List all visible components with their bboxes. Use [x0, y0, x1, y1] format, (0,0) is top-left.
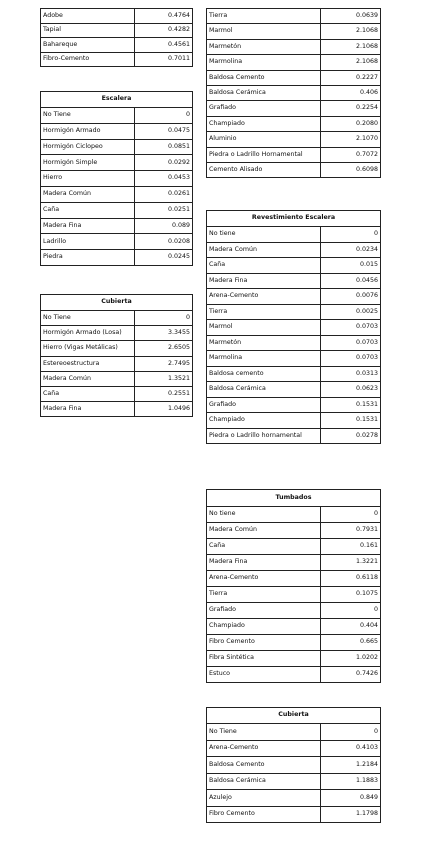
row-label: Tierra: [207, 587, 321, 603]
row-label: Madera Común: [41, 186, 135, 202]
row-value: 0.7426: [321, 667, 381, 683]
row-label: No tiene: [207, 507, 321, 523]
row-value: 0.0475: [135, 123, 193, 139]
table-row: [207, 304, 381, 320]
row-label: Hierro: [41, 171, 135, 187]
table-row: [207, 724, 381, 741]
row-value: 0.0208: [135, 234, 193, 250]
table-row: [207, 523, 381, 539]
row-label: No Tiene: [41, 108, 135, 124]
row-value: 0.6118: [321, 571, 381, 587]
table-row: [207, 24, 381, 39]
row-value: 0.0251: [135, 202, 193, 218]
row-label: Tierra: [207, 9, 321, 24]
row-value: 0.0261: [135, 186, 193, 202]
row-value: 1.1798: [321, 806, 381, 823]
row-value: 1.1883: [321, 773, 381, 790]
row-value: 0.4764: [135, 9, 193, 24]
table-row: [207, 635, 381, 651]
row-label: Ladrillo: [41, 234, 135, 250]
table-row: [207, 790, 381, 807]
row-value: 0.0851: [135, 139, 193, 155]
row-value: 0.2080: [321, 116, 381, 131]
row-value: 0.7931: [321, 523, 381, 539]
row-value: 1.3221: [321, 555, 381, 571]
row-value: 2.7495: [135, 356, 193, 371]
row-label: Hormigón Simple: [41, 155, 135, 171]
row-value: 0.0703: [321, 320, 381, 336]
table-cubierta-revestimiento: [206, 707, 381, 823]
table-row: [207, 539, 381, 555]
table-row: [41, 52, 193, 67]
row-label: Caña: [41, 202, 135, 218]
row-value: 3.3455: [135, 326, 193, 341]
row-label: Fibro-Cemento: [41, 52, 135, 67]
row-value: 0.2227: [321, 70, 381, 85]
row-value: 0.4282: [135, 23, 193, 38]
row-value: 0: [321, 724, 381, 741]
row-label: Bahareque: [41, 38, 135, 53]
row-label: Baldosa cemento: [207, 366, 321, 382]
table-row: [41, 23, 193, 38]
table-row: [41, 155, 193, 171]
row-label: Marmetón: [207, 39, 321, 54]
row-label: Grafiado: [207, 603, 321, 619]
table-row: [41, 311, 193, 326]
table-row: [41, 108, 193, 124]
table-row: [207, 382, 381, 398]
table-title: Revestimiento Escalera: [207, 211, 381, 227]
row-label: Champiado: [207, 619, 321, 635]
table-row: [207, 397, 381, 413]
row-label: Madera Común: [207, 242, 321, 258]
row-label: Baldosa Cemento: [207, 757, 321, 774]
row-label: Champiado: [207, 116, 321, 131]
row-value: 0.0292: [135, 155, 193, 171]
row-label: Madera Común: [207, 523, 321, 539]
row-value: 0: [321, 507, 381, 523]
table-row: [207, 147, 381, 162]
row-label: Fibro Cemento: [207, 635, 321, 651]
row-label: Adobe: [41, 9, 135, 24]
table-row: [41, 171, 193, 187]
row-value: 0.1531: [321, 397, 381, 413]
table-top-right-continued: [206, 8, 381, 178]
table-row: [207, 428, 381, 444]
row-label: Azulejo: [207, 790, 321, 807]
row-value: 0.404: [321, 619, 381, 635]
table-row: [41, 250, 193, 266]
table-row: [207, 85, 381, 100]
table-row: [207, 335, 381, 351]
row-value: 0.406: [321, 85, 381, 100]
row-label: Madera Fina: [207, 273, 321, 289]
row-value: 0.0245: [135, 250, 193, 266]
row-value: 0.015: [321, 258, 381, 274]
row-label: Fibro Cemento: [207, 806, 321, 823]
row-label: Arena-Cemento: [207, 571, 321, 587]
table-row: [207, 587, 381, 603]
table-row: [207, 773, 381, 790]
row-label: Marmolina: [207, 55, 321, 70]
row-value: 1.0496: [135, 402, 193, 417]
row-value: 0.0703: [321, 351, 381, 367]
row-value: 0.2551: [135, 386, 193, 401]
row-label: Tapial: [41, 23, 135, 38]
row-label: Marmol: [207, 24, 321, 39]
table-row: [41, 402, 193, 417]
table-title: Cubierta: [41, 295, 193, 311]
row-value: 0.4103: [321, 740, 381, 757]
table-row: [207, 227, 381, 243]
table-row: [207, 740, 381, 757]
row-value: 0.0278: [321, 428, 381, 444]
row-value: 2.1068: [321, 55, 381, 70]
row-value: 0.665: [321, 635, 381, 651]
row-value: 1.3521: [135, 371, 193, 386]
row-value: 2.1068: [321, 24, 381, 39]
row-value: 0.0025: [321, 304, 381, 320]
table-row: [207, 351, 381, 367]
row-value: 0.7072: [321, 147, 381, 162]
row-label: Hormigón Armado: [41, 123, 135, 139]
row-label: Hierro (Vigas Metálicas): [41, 341, 135, 356]
row-value: 0.0623: [321, 382, 381, 398]
table-row: [41, 9, 193, 24]
table-cubierta: [40, 294, 193, 417]
row-value: 0.2254: [321, 101, 381, 116]
table-row: [207, 757, 381, 774]
table-tumbados: [206, 489, 381, 683]
row-label: Estuco: [207, 667, 321, 683]
row-value: 2.1068: [321, 39, 381, 54]
table-row: [207, 619, 381, 635]
row-value: 0.0313: [321, 366, 381, 382]
row-label: No tiene: [207, 227, 321, 243]
row-value: 1.2184: [321, 757, 381, 774]
row-value: 0: [135, 108, 193, 124]
table-row: [207, 101, 381, 116]
row-label: Marmol: [207, 320, 321, 336]
table-row: [207, 651, 381, 667]
row-label: Piedra: [41, 250, 135, 266]
row-label: Caña: [207, 539, 321, 555]
row-label: Hormigón Ciclopeo: [41, 139, 135, 155]
table-row: [207, 413, 381, 429]
row-value: 0.4561: [135, 38, 193, 53]
row-value: 1.0202: [321, 651, 381, 667]
table-row: [207, 39, 381, 54]
table-title: Cubierta: [207, 708, 381, 724]
row-value: 0: [321, 227, 381, 243]
row-label: Baldosa Cerámica: [207, 773, 321, 790]
table-row: [207, 667, 381, 683]
row-value: 0.6098: [321, 162, 381, 177]
row-label: Baldosa Cemento: [207, 70, 321, 85]
row-label: No Tiene: [41, 311, 135, 326]
row-label: Madera Fina: [41, 402, 135, 417]
row-value: 0.161: [321, 539, 381, 555]
row-value: 0.0453: [135, 171, 193, 187]
row-label: Marmetón: [207, 335, 321, 351]
row-value: 0: [135, 311, 193, 326]
table-row: [41, 356, 193, 371]
row-value: 0.1531: [321, 413, 381, 429]
table-row: [207, 571, 381, 587]
row-label: Baldosa Cerámica: [207, 85, 321, 100]
row-label: Cemento Alisado: [207, 162, 321, 177]
table-title: Escalera: [41, 92, 193, 108]
table-row: [207, 507, 381, 523]
row-value: 0: [321, 603, 381, 619]
row-label: Aluminio: [207, 132, 321, 147]
table-row: [207, 603, 381, 619]
row-value: 0.0076: [321, 289, 381, 305]
table-row: [207, 162, 381, 177]
table-row: [207, 258, 381, 274]
table-row: [41, 186, 193, 202]
row-label: Madera Fina: [41, 218, 135, 234]
table-row: [41, 326, 193, 341]
row-value: 0.1075: [321, 587, 381, 603]
table-top-left-continued: [40, 8, 193, 67]
table-row: [41, 341, 193, 356]
table-row: [207, 555, 381, 571]
table-row: [41, 234, 193, 250]
row-value: 0.0456: [321, 273, 381, 289]
row-label: Piedra o Ladrillo Hornamental: [207, 147, 321, 162]
row-value: 0.0234: [321, 242, 381, 258]
table-row: [207, 806, 381, 823]
table-row: [207, 132, 381, 147]
table-row: [41, 123, 193, 139]
table-row: [207, 9, 381, 24]
row-label: Arena-Cemento: [207, 289, 321, 305]
row-label: Grafiado: [207, 101, 321, 116]
row-label: Baldosa Cerámica: [207, 382, 321, 398]
row-value: 0.0639: [321, 9, 381, 24]
table-row: [207, 273, 381, 289]
table-row: [41, 38, 193, 53]
table-revestimiento-escalera: [206, 210, 381, 444]
table-row: [41, 371, 193, 386]
row-label: Champiado: [207, 413, 321, 429]
table-row: [207, 55, 381, 70]
row-label: No Tiene: [207, 724, 321, 741]
row-label: Arena-Cemento: [207, 740, 321, 757]
table-row: [41, 139, 193, 155]
table-row: [41, 202, 193, 218]
row-label: Caña: [207, 258, 321, 274]
row-value: 0.0703: [321, 335, 381, 351]
row-label: Hormigón Armado (Losa): [41, 326, 135, 341]
table-row: [207, 320, 381, 336]
row-value: 2.6505: [135, 341, 193, 356]
table-row: [207, 70, 381, 85]
row-label: Grafiado: [207, 397, 321, 413]
row-label: Estereoestructura: [41, 356, 135, 371]
row-label: Fibra Sintética: [207, 651, 321, 667]
table-row: [41, 218, 193, 234]
row-label: Marmolina: [207, 351, 321, 367]
row-label: Tierra: [207, 304, 321, 320]
table-escalera: [40, 91, 193, 266]
table-row: [41, 386, 193, 401]
row-label: Madera Común: [41, 371, 135, 386]
row-label: Madera Fina: [207, 555, 321, 571]
table-row: [207, 366, 381, 382]
table-row: [207, 242, 381, 258]
row-value: 2.1070: [321, 132, 381, 147]
row-value: 0.7011: [135, 52, 193, 67]
row-label: Piedra o Ladrillo hornamental: [207, 428, 321, 444]
row-value: 0.089: [135, 218, 193, 234]
table-title: Tumbados: [207, 490, 381, 507]
table-row: [207, 289, 381, 305]
table-row: [207, 116, 381, 131]
row-label: Caña: [41, 386, 135, 401]
row-value: 0.849: [321, 790, 381, 807]
